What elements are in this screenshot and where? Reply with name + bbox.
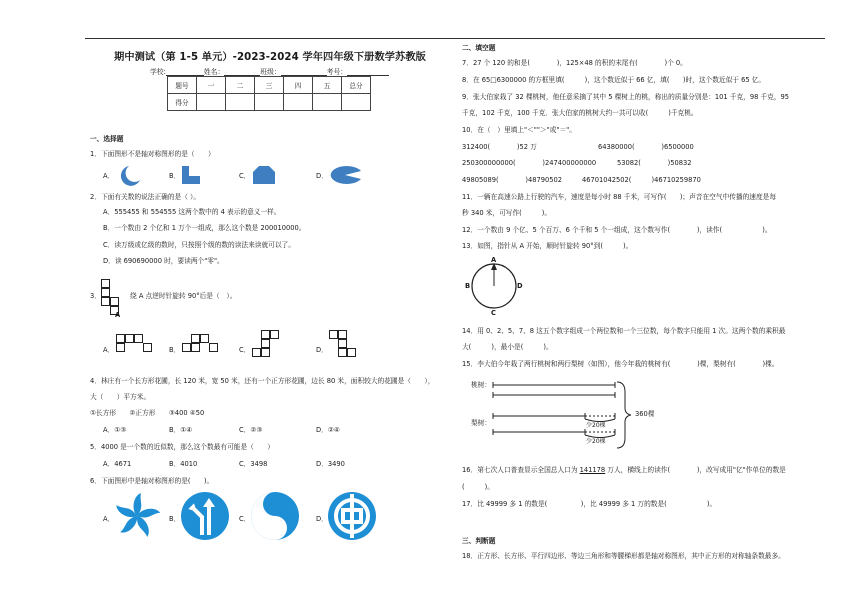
- q1-option-b-label: B．: [169, 172, 181, 180]
- q3-option-b-figure[interactable]: [182, 334, 218, 354]
- q3-option-c-figure[interactable]: [252, 330, 280, 358]
- score-cell: 总分: [342, 77, 371, 94]
- question-11-line-2: 秒 340 米，可写作( )。: [462, 209, 552, 217]
- score-input[interactable]: [197, 94, 226, 111]
- class-field[interactable]: [281, 68, 327, 76]
- question-3: 绕 A 点逆时针旋转 90°后是（ ）。: [130, 292, 237, 300]
- question-7: 7．27 个 120 的和是( )，125×48 的积的末尾有( )个 0。: [462, 59, 687, 67]
- top-rule: [85, 38, 825, 39]
- question-5: 5．4000 是一个数的近似数，那么这个数最有可能是（ ）: [90, 443, 274, 451]
- question-18: 18．正方形、长方形、平行四边形、等边三角形和等腰梯形都是轴对称图形，其中正方形的对称轴条数最多。: [462, 552, 785, 560]
- class-label: 班级：: [260, 68, 281, 76]
- bank-logo-icon[interactable]: [327, 491, 377, 541]
- total-label: 360棵: [635, 410, 655, 418]
- road-sign-icon[interactable]: [180, 491, 230, 541]
- q2-option-b: B．一个数由 2 个亿和 1 万个一组成，那么这个数是 200010000。: [103, 224, 306, 232]
- question-8: 8．在 65□6300000 的方框里填( )，这个数近似于 66 亿，填( )时，这个数近似于 65 亿。: [462, 76, 766, 84]
- q5-option-b: B．4010: [169, 460, 198, 468]
- q6-option-b-label: B．: [169, 515, 181, 523]
- q10-item: 250300000000( )247400000000: [462, 159, 597, 167]
- score-cell: 二: [226, 77, 255, 94]
- section-judge-heading: 三、判断题: [462, 537, 496, 545]
- question-4-choices: ①长方形 ②正方形 ③400 ④50: [90, 409, 205, 417]
- question-9-line-1: 9．张大伯家栽了 32 棵桃树，他任意采摘了其中 5 棵树上的桃，称出的质量分别是：101 千克，98 千克，95: [462, 93, 790, 101]
- q2-option-c: C．读万级或亿级的数时，只按照个级的数的读法来读就可以了。: [103, 241, 295, 249]
- q1-option-c-label: C．: [239, 172, 251, 180]
- student-info-line: [150, 66, 389, 76]
- pacman-shape[interactable]: [328, 165, 364, 185]
- boot-shape[interactable]: [180, 164, 202, 186]
- q5-option-d: D．3490: [316, 460, 345, 468]
- q2-option-d: D．读 690690000 时，要读两个"零"。: [103, 257, 224, 265]
- score-cell: 三: [255, 77, 284, 94]
- question-3-number: 3．: [90, 292, 101, 300]
- q3-option-a-figure[interactable]: [116, 334, 152, 354]
- less-20-label-1: 少20棵: [586, 422, 606, 429]
- clock-label-b: B: [465, 282, 471, 290]
- question-17: 17．比 49999 多 1 的数是( )，比 49999 多 1 万的数是( )。: [462, 500, 717, 508]
- q3-option-b-label: B．: [169, 346, 181, 354]
- q4-option-a: A．①③: [103, 426, 127, 434]
- question-4-line-1: 4．林庄有一个长方形花圃，长 120 米，宽 50 米，还有一个正方形花圃，边长 80 米，面积较大的花圃是（ ），: [90, 377, 435, 385]
- less-20-label-2: 少20棵: [586, 438, 606, 445]
- q3-point-a: A: [115, 311, 121, 319]
- q5-option-a: A．4671: [103, 460, 132, 468]
- section-choice-heading: 一、选择题: [90, 135, 124, 143]
- q6-option-a-label: A．: [103, 515, 115, 523]
- question-13: 13．如图，指针从 A 开始，顺时针旋转 90°到( )。: [462, 242, 633, 250]
- q1-option-d-label: D．: [316, 172, 328, 180]
- score-input[interactable]: [226, 94, 255, 111]
- peach-label: 桃树：: [471, 381, 492, 389]
- yin-yang-icon[interactable]: [250, 491, 300, 541]
- question-15: 15．李大伯今年栽了两行桃树和两行梨树（如图），他今年栽的桃树有( )棵，梨树有( )棵。: [462, 360, 779, 368]
- q3-option-a-label: A．: [103, 346, 115, 354]
- q10-item: 53082( )50832: [617, 159, 692, 167]
- exam-no-label: 考号：: [326, 68, 348, 76]
- crescent-moon-shape[interactable]: [116, 164, 142, 186]
- question-12: 12．一个数由 9 个亿、5 个百万、6 个千和 5 个一组成，这个数写作( )，读作( )。: [462, 226, 772, 234]
- exam-no-field[interactable]: [347, 68, 389, 76]
- exam-title: 期中测试（第 1-5 单元）-2023-2024 学年四年级下册数学苏教版: [114, 52, 426, 63]
- q4-option-d: D．②④: [316, 426, 340, 434]
- bauhinia-flower-icon[interactable]: [114, 490, 160, 542]
- q3-option-d-figure[interactable]: [329, 330, 357, 358]
- clock-label-a: A: [491, 256, 497, 264]
- question-1: 1．下面图形不是轴对称图形的是（ ）: [90, 150, 215, 158]
- question-4-line-2: 大（ ）平方米。: [90, 393, 151, 401]
- q6-option-c-label: C．: [239, 515, 251, 523]
- score-cell: 一: [197, 77, 226, 94]
- name-field[interactable]: [224, 68, 260, 76]
- score-cell: 得分: [168, 94, 197, 111]
- score-cell: 题号: [168, 77, 197, 94]
- q6-option-d-label: D．: [316, 515, 328, 523]
- house-pentagon-shape[interactable]: [251, 165, 277, 185]
- q10-item: 312400( )52 万: [462, 143, 537, 151]
- clock-label-d: D: [517, 282, 523, 290]
- clock-label-c: C: [491, 309, 496, 317]
- question-14-line-2: 大( )，最小是( )。: [462, 343, 553, 351]
- q5-option-c: C．3498: [239, 460, 268, 468]
- question-6: 6．下面图形中是轴对称图形的是( )。: [90, 477, 214, 485]
- question-2: 2．下面有关数的说法正确的是（ ）。: [90, 193, 201, 201]
- question-10: 10．在（ ）里填上"＜""＞"或"＝"。: [462, 126, 576, 134]
- q2-option-a: A．555455 和 554555 这两个数中的 4 表示的意义一样。: [103, 208, 281, 216]
- q10-item: 49805089( )48790502: [462, 176, 563, 184]
- score-cell: 五: [313, 77, 342, 94]
- name-label: 姓名：: [203, 68, 225, 76]
- q3-option-d-label: D．: [316, 346, 328, 354]
- q4-option-b: B．①④: [169, 426, 193, 434]
- q16-text-post: 万人，横线上的读作( )，改写成用"亿"作单位的数是: [605, 466, 786, 474]
- pear-label: 梨树：: [471, 419, 492, 427]
- score-input[interactable]: [284, 94, 313, 111]
- score-cell: 四: [284, 77, 313, 94]
- score-input[interactable]: [342, 94, 371, 111]
- school-field[interactable]: [166, 68, 204, 76]
- q10-item: 64380000( )6500000: [598, 143, 694, 151]
- question-16: [462, 466, 786, 475]
- section-fill-heading: 二、填空题: [462, 44, 496, 52]
- q4-option-c: C．②③: [239, 426, 263, 434]
- q3-option-c-label: C．: [239, 346, 251, 354]
- question-14-line-1: 14．用 0、2、5、7、8 这五个数字组成一个两位数和一个三位数，每个数字只能用 1 次。这两个数的乘积最: [462, 327, 786, 335]
- question-9-line-2: 千克，102 千克，100 千克．张大伯家的桃树大约一共可以收( )千克桃。: [462, 109, 698, 117]
- q16-underlined-number: 141178: [579, 466, 606, 474]
- question-16-line-2: ( )。: [462, 483, 494, 491]
- q1-option-a-label: A．: [103, 172, 115, 180]
- score-input[interactable]: [255, 94, 284, 111]
- score-value-row: [168, 94, 371, 111]
- segment-diagram: [490, 372, 620, 442]
- question-11-line-1: 11．一辆在高速公路上行驶的汽车，速度是每小时 88 千米，可写作( )；声音在空气中传播的速度是每: [462, 193, 777, 201]
- score-input[interactable]: [313, 94, 342, 111]
- score-table: [167, 76, 371, 111]
- q16-text-pre: 16．第七次人口普查显示全国总人口为: [462, 466, 580, 474]
- score-header-row: [168, 77, 371, 94]
- school-label: 学校:: [150, 68, 166, 76]
- q10-item: 46701042502( )46710259870: [582, 176, 701, 184]
